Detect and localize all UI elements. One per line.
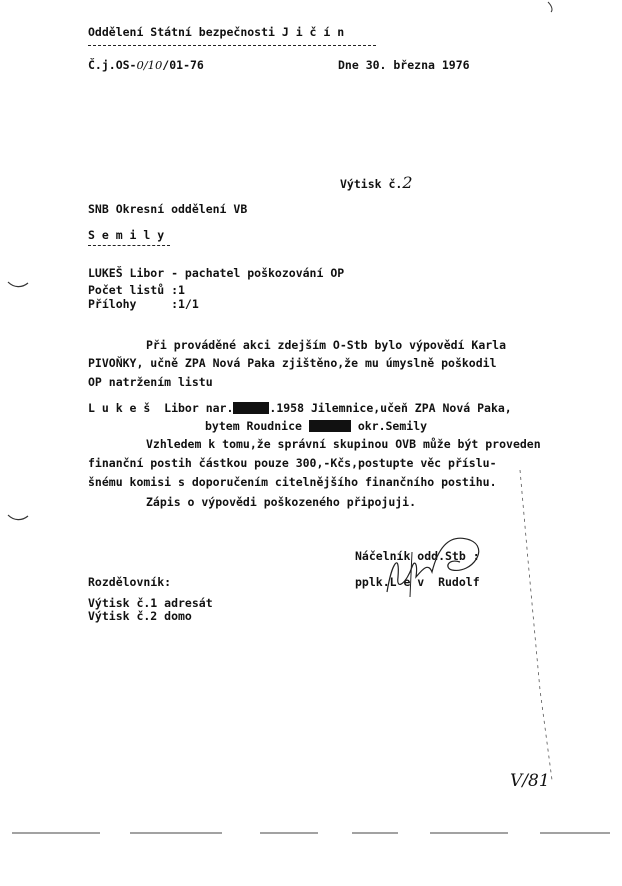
body-line: OP natržením listu [88,375,213,389]
distribution-heading: Rozdělovník: [88,575,172,589]
signature-name: pplk.L e v Rudolf [355,575,480,589]
copy-handwritten-number: 2 [402,173,413,192]
sheet-count: Počet listů :1 [88,283,185,297]
office-name: Oddělení Státní bezpečnosti J i č í n [88,25,345,39]
recipient-town: S e m i l y [88,228,165,242]
body-line: Zápis o výpovědi poškozeného připojuji. [146,495,417,509]
ref-prefix: Č.j.OS- [88,58,137,72]
body-line: PIVOŇKY, učně ZPA Nová Paka zjištěno,že mu úmyslně poškodil [88,356,497,370]
address-district: okr.Semily [357,419,428,433]
ref-handwritten: 0/10 [136,58,163,72]
recipient-office: SNB Okresní oddělení VB [88,202,248,216]
body-line: šnému komisi s doporučením citelnějšího finančního postihu. [88,475,497,489]
body-line: finanční postih částkou pouze 300,-Kčs,postupte věc příslu- [88,456,497,470]
body-line: Při prováděné akci zdejším O-Stb bylo výpovědí Karla [146,338,507,352]
attachment-count: Přílohy :1/1 [88,297,199,311]
suspect-name: L u k e š Libor nar. [88,401,234,415]
distribution-item: Výtisk č.1 adresát [88,596,213,610]
body-line: Vzhledem k tomu,že správní skupinou OVB může být proveden [146,437,541,451]
subject-line: LUKEŠ Libor - pachatel poškozování OP [88,266,345,280]
address-label: bytem Roudnice [205,419,302,433]
signature-title: Náčelník odd.Stb : [355,549,480,563]
archive-note: V/81 [510,771,550,791]
copy-label: Výtisk č. [340,177,403,191]
distribution-item: Výtisk č.2 domo [88,609,192,623]
ref-suffix: /01-76 [162,58,204,72]
document-date: Dne 30. března 1976 [338,58,470,72]
suspect-details: .1958 Jilemnice,učeň ZPA Nová Paka, [269,401,512,415]
